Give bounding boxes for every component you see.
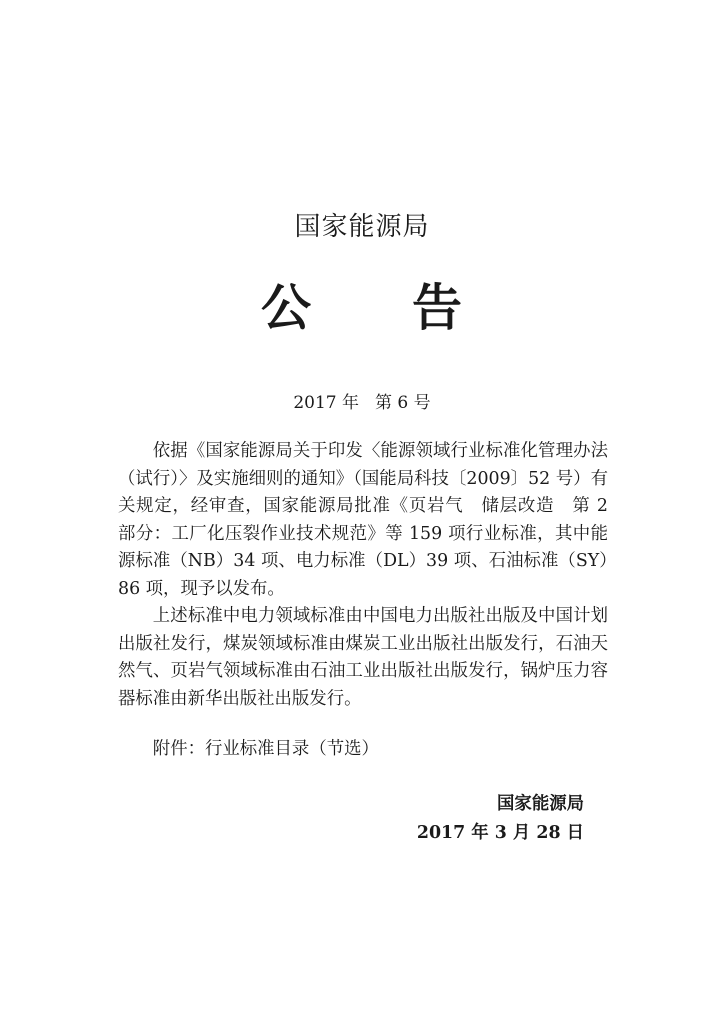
document-number-issue: 第 6 号 [375, 393, 431, 413]
document-title [0, 268, 724, 340]
document-number [0, 388, 724, 413]
title-char-left: 公 [261, 279, 312, 337]
document-body [118, 438, 608, 713]
signature-org: 国家能源局 [497, 794, 584, 814]
signature-block [417, 790, 584, 848]
title-char-right: 告 [412, 279, 463, 337]
signature-date: 2017 年 3 月 28 日 [416, 823, 584, 843]
attachment-note: 附件：行业标准目录（节选） [152, 739, 379, 759]
body-paragraph-1: 依据《国家能源局关于印发〈能源领域行业标准化管理办法（试行）〉及实施细则的通知》（国能局科技〔2009〕52 号）有关规定，经审查，国家能源局批准《页岩气 储层改造 第 2 部分：工厂化压裂作业技术规范》等 159 项行业标准，其中能源标准（NB）34 项、电力标准（DL）39 项、石油标准（SY）86 项，现予以发布。 [118, 441, 608, 599]
document-number-year: 2017 年 [293, 393, 360, 413]
issuer-heading: 国家能源局 [294, 212, 430, 242]
body-paragraph-2: 上述标准中电力领域标准由中国电力出版社出版及中国计划出版社发行，煤炭领域标准由煤炭工业出版社出版发行，石油天然气、页岩气领域标准由石油工业出版社出版发行，锅炉压力容器标准由新华出版社出版发行。 [118, 606, 608, 709]
